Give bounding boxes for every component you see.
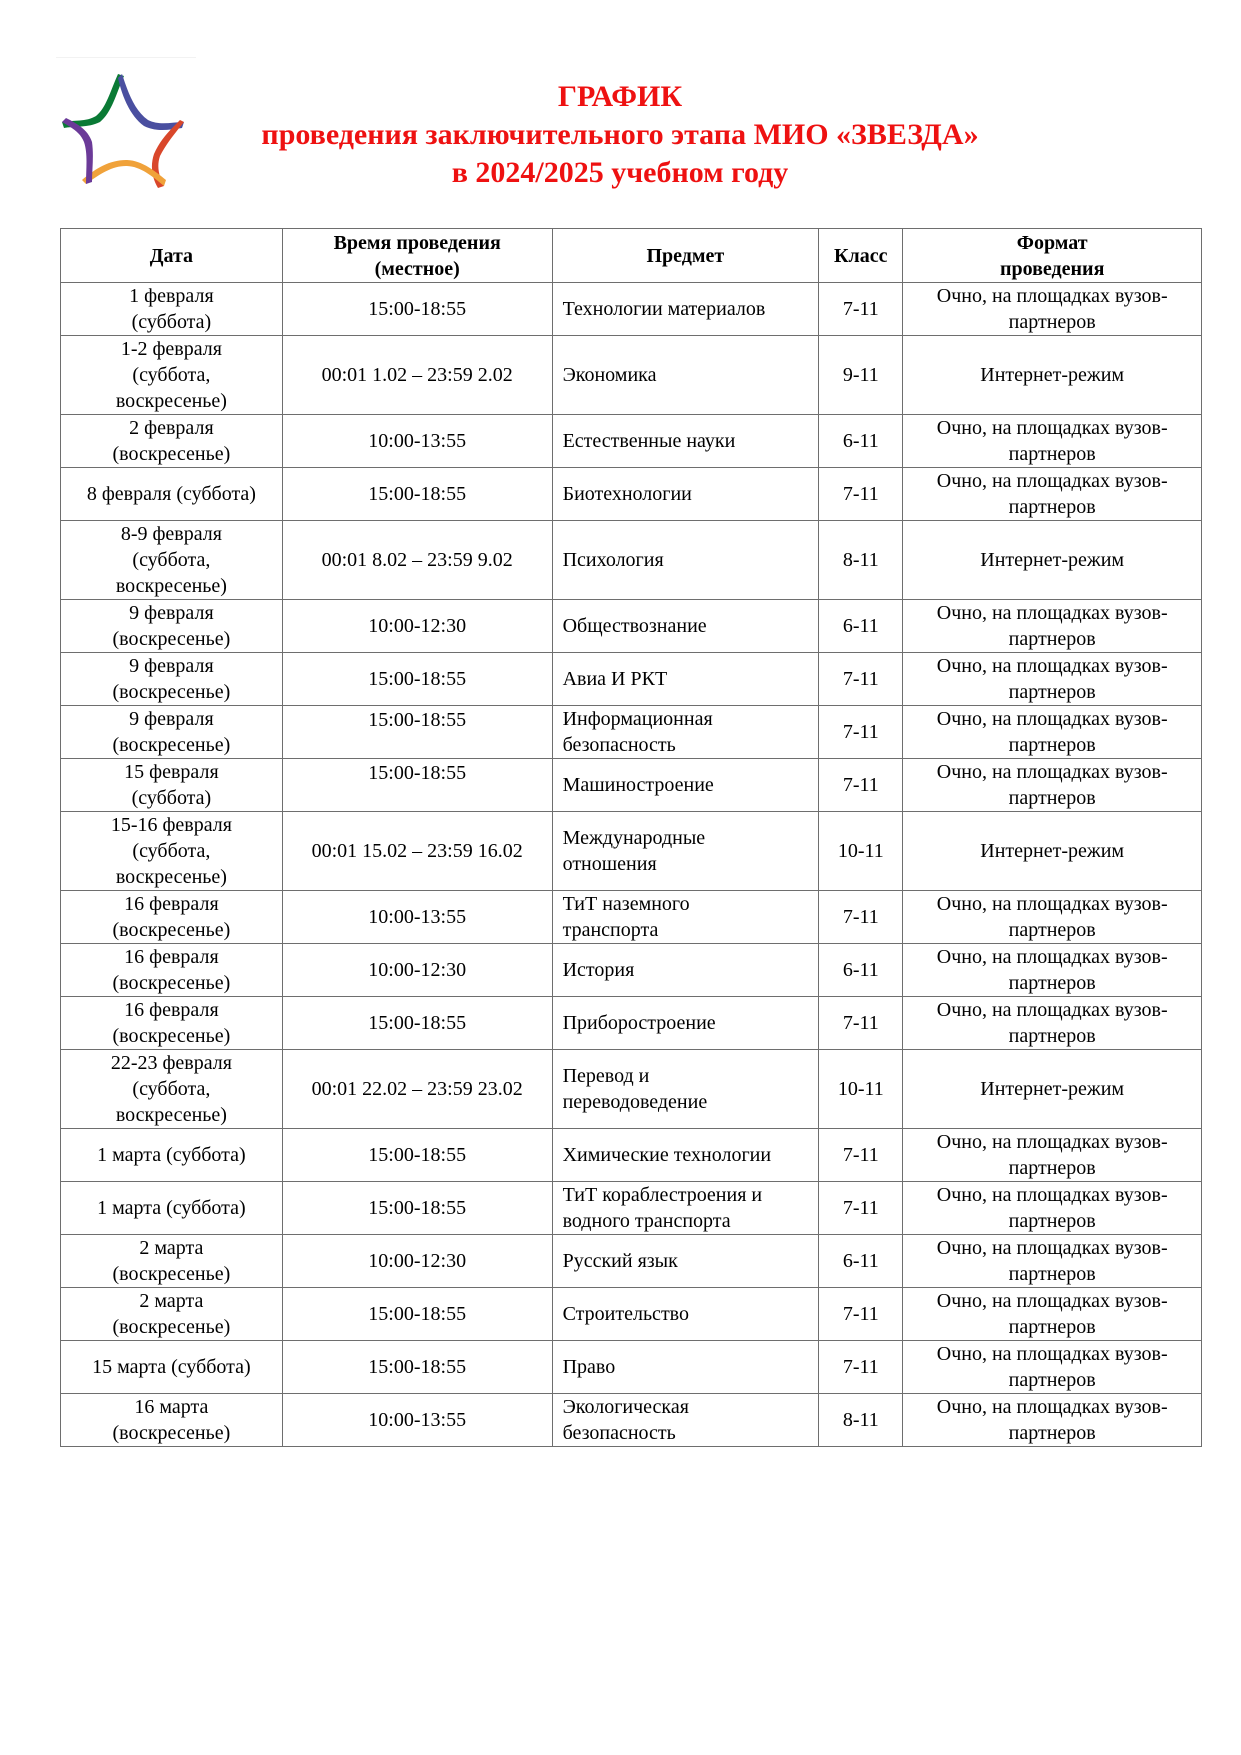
cell-format-line: Интернет-режим (980, 549, 1125, 571)
cell-format-line: Очно, на площадках вузов- (936, 1184, 1168, 1206)
cell-date (61, 997, 283, 1050)
table-row (61, 1288, 1202, 1341)
cell-class (819, 283, 903, 336)
cell-subject-line: переводоведение (562, 1091, 708, 1113)
cell-time (282, 336, 552, 415)
cell-time-text: 15:00-18:55 (368, 668, 467, 690)
cell-class (819, 759, 903, 812)
cell-date (61, 706, 283, 759)
cell-class (819, 600, 903, 653)
cell-date-line: 1 марта (суббота) (97, 1144, 246, 1166)
cell-time-text: 15:00-18:55 (368, 1012, 467, 1034)
cell-date (61, 1341, 283, 1394)
cell-format-line: Очно, на площадках вузов- (936, 761, 1168, 783)
title-line-2: проведения заключительного этапа МИО «ЗВЕЗДА» (261, 118, 979, 151)
cell-format (903, 336, 1202, 415)
cell-time-text: 10:00-13:55 (368, 1409, 467, 1431)
cell-time (282, 521, 552, 600)
cell-format (903, 600, 1202, 653)
cell-class-text: 7-11 (842, 906, 879, 928)
cell-subject-line: Приборостроение (562, 1012, 716, 1034)
cell-class (819, 336, 903, 415)
cell-class (819, 1050, 903, 1129)
cell-subject (552, 1394, 819, 1447)
cell-time (282, 1341, 552, 1394)
cell-date-line: (воскресенье) (112, 443, 231, 465)
cell-format-line: Очно, на площадках вузов- (936, 893, 1168, 915)
cell-class-text: 7-11 (842, 1303, 879, 1325)
cell-class (819, 1394, 903, 1447)
cell-format-line: Очно, на площадках вузов- (936, 1290, 1168, 1312)
cell-format-line: Очно, на площадках вузов- (936, 999, 1168, 1021)
cell-class-text: 7-11 (842, 1356, 879, 1378)
cell-subject-line: Авиа И РКТ (562, 668, 668, 690)
column-header-format-line1: Формат (1016, 231, 1088, 254)
cell-format-line: Очно, на площадках вузов- (936, 417, 1168, 439)
cell-time (282, 1182, 552, 1235)
cell-subject-line: отношения (562, 853, 657, 875)
star-ribbon-logo-icon (56, 70, 188, 188)
cell-date (61, 521, 283, 600)
cell-format-line: Очно, на площадках вузов- (936, 470, 1168, 492)
cell-date-line: 15 февраля (124, 761, 219, 783)
cell-class-text: 8-11 (842, 549, 879, 571)
cell-class (819, 997, 903, 1050)
cell-date-line: 1-2 февраля (120, 338, 222, 360)
cell-format-line: партнеров (1008, 1210, 1096, 1232)
cell-class (819, 468, 903, 521)
cell-format-line: партнеров (1008, 1263, 1096, 1285)
table-row (61, 1341, 1202, 1394)
cell-format-line: партнеров (1008, 681, 1096, 703)
cell-time (282, 759, 552, 812)
cell-time (282, 653, 552, 706)
cell-date-line: 2 марта (139, 1237, 204, 1259)
cell-time-text: 15:00-18:55 (368, 1303, 467, 1325)
cell-subject-line: Естественные науки (562, 430, 736, 452)
cell-format (903, 1235, 1202, 1288)
table-row (61, 1394, 1202, 1447)
cell-subject (552, 759, 819, 812)
logo-ribbon-green (62, 74, 124, 128)
cell-class-text: 6-11 (842, 430, 879, 452)
cell-date-line: воскресенье) (115, 390, 227, 412)
cell-date-line: (суббота, (132, 364, 211, 386)
cell-date-line: 8-9 февраля (120, 523, 222, 545)
cell-time-text: 15:00-18:55 (368, 1356, 467, 1378)
cell-time-text: 00:01 15.02 – 23:59 16.02 (311, 840, 523, 862)
cell-time-text: 10:00-13:55 (368, 906, 467, 928)
table-row (61, 812, 1202, 891)
table-row (61, 944, 1202, 997)
cell-date (61, 1235, 283, 1288)
table-row (61, 600, 1202, 653)
cell-class (819, 944, 903, 997)
cell-subject-line: Машиностроение (562, 774, 714, 796)
cell-class (819, 706, 903, 759)
cell-class-text: 7-11 (842, 1197, 879, 1219)
cell-subject (552, 1235, 819, 1288)
table-row (61, 521, 1202, 600)
cell-subject (552, 1050, 819, 1129)
cell-subject (552, 706, 819, 759)
cell-class-text: 7-11 (842, 1144, 879, 1166)
cell-format-line: партнеров (1008, 628, 1096, 650)
cell-class-text: 6-11 (842, 615, 879, 637)
cell-format-line: Интернет-режим (980, 364, 1125, 386)
cell-format-line: Очно, на площадках вузов- (936, 708, 1168, 730)
cell-time-text: 00:01 8.02 – 23:59 9.02 (321, 549, 513, 571)
cell-time (282, 812, 552, 891)
cell-class-text: 10-11 (837, 840, 884, 862)
cell-subject-line: Экологическая (562, 1396, 689, 1418)
column-header-time-line1: Время проведения (333, 231, 501, 254)
cell-subject-line: Психология (562, 549, 664, 571)
table-row (61, 997, 1202, 1050)
cell-date-line: 16 марта (134, 1396, 209, 1418)
cell-format-line: партнеров (1008, 919, 1096, 941)
cell-date (61, 1129, 283, 1182)
cell-format-line: Очно, на площадках вузов- (936, 1396, 1168, 1418)
cell-time-text: 10:00-12:30 (368, 959, 467, 981)
cell-time-text: 10:00-13:55 (368, 430, 467, 452)
document-title (180, 78, 1060, 192)
cell-subject (552, 653, 819, 706)
logo-divider (56, 57, 196, 58)
cell-date (61, 944, 283, 997)
cell-subject (552, 1341, 819, 1394)
cell-time (282, 944, 552, 997)
cell-format-line: Очно, на площадках вузов- (936, 285, 1168, 307)
cell-date-line: 1 марта (суббота) (97, 1197, 246, 1219)
cell-class-text: 7-11 (842, 1012, 879, 1034)
cell-subject-line: транспорта (562, 919, 659, 941)
cell-format-line: партнеров (1008, 311, 1096, 333)
cell-class-text: 6-11 (842, 959, 879, 981)
cell-date (61, 1288, 283, 1341)
cell-date-line: 15 марта (суббота) (92, 1356, 251, 1378)
cell-date-line: (суббота, (132, 1078, 211, 1100)
cell-subject-line: безопасность (562, 734, 676, 756)
cell-class (819, 1129, 903, 1182)
cell-format (903, 415, 1202, 468)
cell-date-line: (воскресенье) (112, 1422, 231, 1444)
cell-time-text: 15:00-18:55 (368, 298, 467, 320)
cell-date-line: (воскресенье) (112, 628, 231, 650)
cell-date-line: (воскресенье) (112, 972, 231, 994)
table-row (61, 415, 1202, 468)
cell-date-line: (суббота) (131, 311, 212, 333)
cell-subject (552, 891, 819, 944)
cell-subject (552, 600, 819, 653)
table-row (61, 759, 1202, 812)
column-header-format (903, 229, 1202, 283)
cell-format-line: партнеров (1008, 787, 1096, 809)
cell-subject (552, 1129, 819, 1182)
cell-subject (552, 336, 819, 415)
cell-date-line: (воскресенье) (112, 1316, 231, 1338)
cell-format (903, 1129, 1202, 1182)
cell-time (282, 1394, 552, 1447)
cell-date-line: 22-23 февраля (110, 1052, 232, 1074)
cell-time (282, 891, 552, 944)
cell-time (282, 600, 552, 653)
cell-date (61, 759, 283, 812)
cell-date (61, 336, 283, 415)
cell-subject (552, 521, 819, 600)
cell-format (903, 1050, 1202, 1129)
column-header-subject: Предмет (552, 229, 819, 283)
cell-date (61, 283, 283, 336)
cell-date-line: 2 февраля (129, 417, 214, 439)
column-header-time (282, 229, 552, 283)
cell-date-line: (воскресенье) (112, 1025, 231, 1047)
cell-format (903, 759, 1202, 812)
cell-subject (552, 415, 819, 468)
cell-date-line: 9 февраля (129, 602, 214, 624)
cell-date-line: (воскресенье) (112, 681, 231, 703)
cell-format (903, 1182, 1202, 1235)
cell-subject (552, 997, 819, 1050)
cell-format (903, 812, 1202, 891)
cell-format-line: Интернет-режим (980, 1078, 1125, 1100)
cell-format-line: партнеров (1008, 1316, 1096, 1338)
cell-format-line: партнеров (1008, 1422, 1096, 1444)
cell-subject (552, 812, 819, 891)
cell-format (903, 1341, 1202, 1394)
cell-time-text: 15:00-18:55 (368, 709, 467, 731)
cell-subject-line: Информационная (562, 708, 713, 730)
table-row (61, 1129, 1202, 1182)
cell-date-line: воскресенье) (115, 866, 227, 888)
cell-subject-line: Биотехнологии (562, 483, 692, 505)
cell-class-text: 9-11 (842, 364, 879, 386)
cell-subject-line: Технологии материалов (562, 298, 766, 320)
table-row (61, 1182, 1202, 1235)
cell-format-line: Очно, на площадках вузов- (936, 1131, 1168, 1153)
cell-format (903, 891, 1202, 944)
cell-subject-line: Международные (562, 827, 706, 849)
cell-time (282, 1288, 552, 1341)
cell-subject-line: ТиТ наземного (562, 893, 690, 915)
cell-time-text: 15:00-18:55 (368, 1197, 467, 1219)
cell-subject-line: Строительство (562, 1303, 689, 1325)
cell-date-line: 2 марта (139, 1290, 204, 1312)
cell-subject-line: История (562, 959, 635, 981)
cell-format-line: партнеров (1008, 1025, 1096, 1047)
cell-time (282, 468, 552, 521)
cell-format (903, 1394, 1202, 1447)
column-header-format-line2: проведения (999, 257, 1105, 280)
cell-time-text: 00:01 22.02 – 23:59 23.02 (311, 1078, 523, 1100)
column-header-time-line2: (местное) (374, 257, 460, 280)
cell-format (903, 653, 1202, 706)
cell-class-text: 7-11 (842, 721, 879, 743)
cell-time-text: 15:00-18:55 (368, 762, 467, 784)
cell-date-line: (воскресенье) (112, 919, 231, 941)
table-row (61, 283, 1202, 336)
cell-format-line: партнеров (1008, 972, 1096, 994)
cell-format (903, 521, 1202, 600)
table-row (61, 468, 1202, 521)
cell-date (61, 415, 283, 468)
cell-subject (552, 1182, 819, 1235)
cell-date (61, 891, 283, 944)
cell-subject-line: Экономика (562, 364, 657, 386)
cell-date-line: (воскресенье) (112, 734, 231, 756)
cell-date (61, 653, 283, 706)
cell-format-line: Очно, на площадках вузов- (936, 655, 1168, 677)
cell-time-text: 00:01 1.02 – 23:59 2.02 (321, 364, 513, 386)
cell-subject-line: Химические технологии (562, 1144, 772, 1166)
cell-date (61, 600, 283, 653)
table-row (61, 891, 1202, 944)
column-header-date: Дата (61, 229, 283, 283)
cell-class (819, 1341, 903, 1394)
cell-format-line: Очно, на площадках вузов- (936, 1343, 1168, 1365)
cell-class-text: 7-11 (842, 298, 879, 320)
logo-ribbon-blue (118, 74, 184, 130)
cell-format (903, 706, 1202, 759)
cell-date-line: воскресенье) (115, 575, 227, 597)
cell-date (61, 468, 283, 521)
cell-format (903, 944, 1202, 997)
cell-time (282, 1050, 552, 1129)
cell-time (282, 706, 552, 759)
cell-subject (552, 468, 819, 521)
cell-date-line: (воскресенье) (112, 1263, 231, 1285)
cell-date-line: 15-16 февраля (110, 814, 232, 836)
cell-subject (552, 283, 819, 336)
cell-class-text: 8-11 (842, 1409, 879, 1431)
title-line-1: ГРАФИК (557, 80, 683, 113)
cell-class (819, 1182, 903, 1235)
cell-class (819, 1288, 903, 1341)
cell-time-text: 10:00-12:30 (368, 1250, 467, 1272)
cell-date-line: 16 февраля (124, 946, 219, 968)
cell-subject-line: Русский язык (562, 1250, 678, 1272)
cell-time-text: 15:00-18:55 (368, 483, 467, 505)
cell-date-line: 16 февраля (124, 893, 219, 915)
column-header-class: Класс (819, 229, 903, 283)
cell-class (819, 653, 903, 706)
cell-format-line: партнеров (1008, 734, 1096, 756)
cell-class-text: 10-11 (837, 1078, 884, 1100)
cell-date-line: 9 февраля (129, 708, 214, 730)
cell-subject-line: ТиТ кораблестроения и (562, 1184, 763, 1206)
cell-format-line: партнеров (1008, 443, 1096, 465)
cell-subject-line: водного транспорта (562, 1210, 731, 1232)
cell-format-line: Очно, на площадках вузов- (936, 946, 1168, 968)
cell-format (903, 997, 1202, 1050)
cell-format-line: партнеров (1008, 496, 1096, 518)
cell-subject-line: Обществознание (562, 615, 707, 637)
cell-time (282, 997, 552, 1050)
cell-class (819, 812, 903, 891)
cell-class (819, 891, 903, 944)
cell-format-line: партнеров (1008, 1157, 1096, 1179)
cell-subject-line: Право (562, 1356, 616, 1378)
cell-date (61, 812, 283, 891)
cell-date (61, 1182, 283, 1235)
cell-time-text: 10:00-12:30 (368, 615, 467, 637)
table-row (61, 706, 1202, 759)
cell-format-line: партнеров (1008, 1369, 1096, 1391)
cell-class (819, 521, 903, 600)
cell-time (282, 1235, 552, 1288)
cell-date-line: 1 февраля (129, 285, 214, 307)
table-row (61, 653, 1202, 706)
cell-time-text: 15:00-18:55 (368, 1144, 467, 1166)
schedule-table-body (61, 283, 1202, 1447)
table-header-row (61, 229, 1202, 283)
cell-class-text: 7-11 (842, 774, 879, 796)
table-row (61, 1235, 1202, 1288)
cell-time (282, 1129, 552, 1182)
cell-date (61, 1050, 283, 1129)
cell-class-text: 7-11 (842, 483, 879, 505)
cell-format-line: Очно, на площадках вузов- (936, 602, 1168, 624)
logo-ribbon-purple (62, 118, 93, 184)
cell-date (61, 1394, 283, 1447)
cell-class (819, 415, 903, 468)
cell-class (819, 1235, 903, 1288)
table-row (61, 336, 1202, 415)
cell-subject (552, 944, 819, 997)
cell-format (903, 468, 1202, 521)
cell-date-line: 8 февраля (суббота) (86, 483, 256, 505)
cell-class-text: 6-11 (842, 1250, 879, 1272)
cell-time (282, 415, 552, 468)
cell-format (903, 283, 1202, 336)
cell-subject-line: Перевод и (562, 1065, 650, 1087)
cell-subject-line: безопасность (562, 1422, 676, 1444)
cell-date-line: (суббота) (131, 787, 212, 809)
cell-date-line: 16 февраля (124, 999, 219, 1021)
cell-format (903, 1288, 1202, 1341)
table-row (61, 1050, 1202, 1129)
cell-date-line: (суббота, (132, 840, 211, 862)
schedule-table (60, 228, 1202, 1447)
cell-date-line: 9 февраля (129, 655, 214, 677)
cell-subject (552, 1288, 819, 1341)
cell-date-line: воскресенье) (115, 1104, 227, 1126)
title-line-3: в 2024/2025 учебном году (451, 156, 789, 189)
cell-date-line: (суббота, (132, 549, 211, 571)
cell-class-text: 7-11 (842, 668, 879, 690)
cell-time (282, 283, 552, 336)
cell-format-line: Очно, на площадках вузов- (936, 1237, 1168, 1259)
cell-format-line: Интернет-режим (980, 840, 1125, 862)
